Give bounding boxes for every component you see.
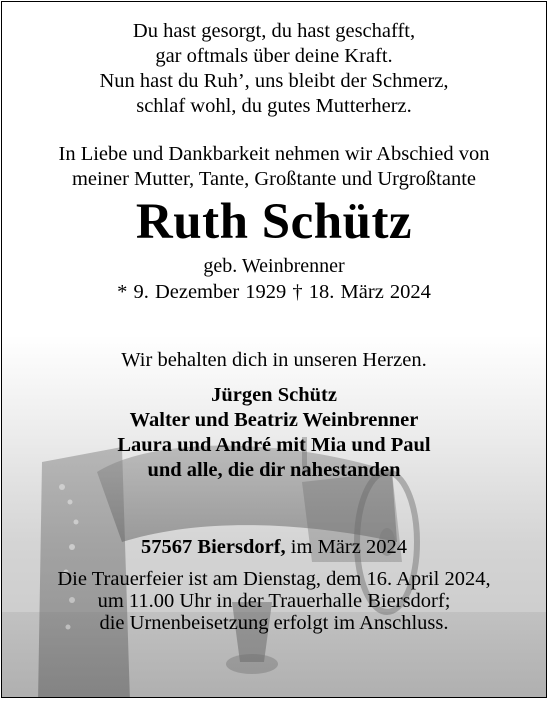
intro-line: meiner Mutter, Tante, Großtante und Urgroßtante: [71, 168, 477, 190]
place-and-date: [2, 535, 546, 560]
deceased-name: Ruth Schütz: [135, 194, 413, 250]
service-line: die Urnenbeisetzung erfolgt im Anschluss.: [99, 612, 449, 634]
intro-line: In Liebe und Dankbarkeit nehmen wir Abschied von: [58, 143, 490, 165]
life-dates: * 9. Dezember 1929 † 18. März 2024: [117, 281, 431, 303]
mourner-entry: Laura und André mit Mia und Paul: [117, 434, 431, 456]
funeral-service-info: [2, 568, 546, 634]
memorial-poem: [2, 19, 546, 119]
remembrance-line: Wir behalten dich in unseren Herzen.: [121, 349, 427, 371]
obituary-notice: [1, 1, 547, 698]
poem-line: schlaf wohl, du gutes Mutterherz.: [136, 95, 412, 117]
poem-line: Nun hast du Ruh’, uns bleibt der Schmerz,: [99, 70, 449, 92]
birth-name: geb. Weinbrenner: [203, 255, 345, 277]
service-line: Die Trauerfeier ist am Dienstag, dem 16. April 2024,: [57, 568, 491, 590]
poem-line: Du hast gesorgt, du hast geschafft,: [132, 20, 416, 42]
mourner-entry: und alle, die dir nahestanden: [147, 459, 401, 481]
place-date: im März 2024: [285, 536, 407, 558]
mourners-list: [2, 383, 546, 483]
place-location: 57567 Biersdorf,: [141, 536, 286, 558]
mourner-entry: Jürgen Schütz: [211, 384, 337, 406]
poem-line: gar oftmals über deine Kraft.: [155, 45, 393, 67]
mourner-entry: Walter und Beatriz Weinbrenner: [129, 409, 419, 431]
farewell-intro: [2, 142, 546, 192]
service-line: um 11.00 Uhr in der Trauerhalle Biersdorf;: [97, 590, 451, 612]
